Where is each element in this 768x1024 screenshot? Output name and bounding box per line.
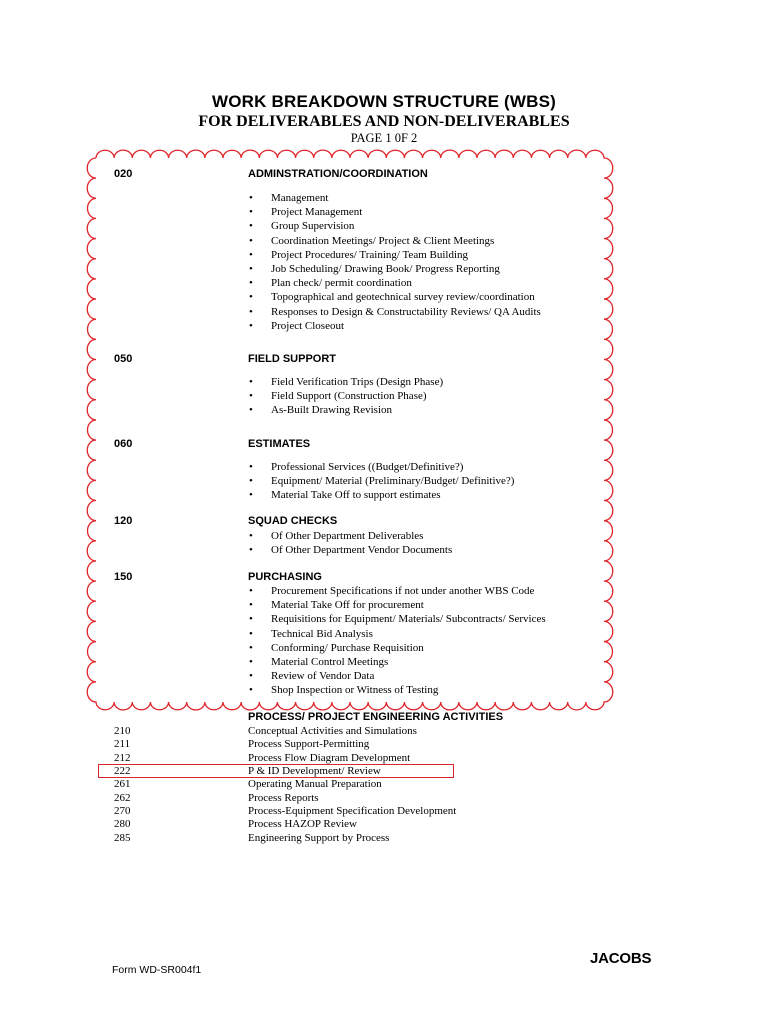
list-item: • Material Take Off for procurement	[248, 598, 546, 612]
table-row	[0, 792, 768, 805]
section-heading: SQUAD CHECKS	[248, 515, 338, 527]
list-item: • Field Support (Construction Phase)	[248, 389, 443, 403]
list-item: • Of Other Department Deliverables	[248, 529, 452, 543]
activity-code: 212	[114, 751, 131, 764]
activity-description: Process-Equipment Specification Development	[248, 805, 457, 818]
activity-description: Operating Manual Preparation	[248, 778, 382, 791]
list-item: • Review of Vendor Data	[248, 669, 546, 683]
activity-code: 262	[114, 791, 131, 804]
form-id: Form WD-SR004f1	[112, 964, 202, 976]
page-number: PAGE 1 0F 2	[350, 131, 418, 145]
list-item: • Group Supervision	[248, 219, 541, 233]
process-heading: PROCESS/ PROJECT ENGINEERING ACTIVITIES	[248, 711, 504, 723]
list-item: • Plan check/ permit coordination	[248, 276, 541, 290]
list-item: • Material Take Off to support estimates	[248, 488, 514, 502]
document-title: WORK BREAKDOWN STRUCTURE (WBS)	[211, 92, 557, 111]
table-row	[0, 818, 768, 831]
bullet-list	[248, 529, 452, 557]
list-item: • Responses to Design & Constructability Reviews/ QA Audits	[248, 305, 541, 319]
activity-code: 280	[114, 818, 131, 831]
table-row	[0, 738, 768, 751]
table-row	[0, 805, 768, 818]
section-heading: ADMINSTRATION/COORDINATION	[248, 168, 428, 180]
table-row	[0, 725, 768, 738]
highlight-box	[98, 764, 454, 778]
table-row	[0, 832, 768, 845]
activity-description: Process Support-Permitting	[248, 738, 370, 751]
wbs-code: 020	[114, 168, 133, 180]
list-item: • Field Verification Trips (Design Phase)	[248, 375, 443, 389]
list-item: • Conforming/ Purchase Requisition	[248, 641, 546, 655]
list-item: • Technical Bid Analysis	[248, 627, 546, 641]
table-row	[0, 778, 768, 791]
bullet-list	[248, 375, 443, 418]
wbs-code: 150	[114, 571, 133, 583]
list-item: • Project Closeout	[248, 319, 541, 333]
activity-code: 261	[114, 778, 131, 791]
activity-description: P & ID Development/ Review	[248, 765, 381, 778]
list-item: • Shop Inspection or Witness of Testing	[248, 683, 546, 697]
activity-description: Engineering Support by Process	[248, 831, 390, 844]
activity-code: 222	[114, 765, 131, 778]
activity-code: 211	[114, 738, 131, 751]
list-item: • Project Management	[248, 205, 541, 219]
activity-description: Process Reports	[248, 791, 319, 804]
list-item: • Equipment/ Material (Preliminary/Budget/ Definitive?)	[248, 474, 514, 488]
section-heading: PURCHASING	[248, 571, 322, 583]
activity-description: Process HAZOP Review	[248, 818, 357, 831]
wbs-code: 060	[114, 438, 133, 450]
list-item: • Requisitions for Equipment/ Materials/ Subcontracts/ Services	[248, 612, 546, 626]
wbs-code: 120	[114, 515, 133, 527]
list-item: • Of Other Department Vendor Documents	[248, 543, 452, 557]
jacobs-logo: JACOBS	[590, 950, 652, 967]
activity-code: 285	[114, 831, 131, 844]
list-item: • Procurement Specifications if not under another WBS Code	[248, 584, 546, 598]
list-item: • Management	[248, 191, 541, 205]
list-item: • As-Built Drawing Revision	[248, 403, 443, 417]
list-item: • Topographical and geotechnical survey review/coordination	[248, 290, 541, 304]
list-item: • Project Procedures/ Training/ Team Building	[248, 248, 541, 262]
section-heading: FIELD SUPPORT	[248, 353, 337, 365]
bullet-list	[248, 460, 514, 503]
section-heading: ESTIMATES	[248, 438, 311, 450]
list-item: • Professional Services ((Budget/Definitive?)	[248, 460, 514, 474]
bullet-list	[248, 191, 541, 333]
activity-code: 270	[114, 805, 131, 818]
list-item: • Coordination Meetings/ Project & Client Meetings	[248, 234, 541, 248]
activity-description: Conceptual Activities and Simulations	[248, 725, 417, 737]
activity-description: Process Flow Diagram Development	[248, 751, 411, 764]
list-item: • Job Scheduling/ Drawing Book/ Progress Reporting	[248, 262, 541, 276]
document-subtitle: FOR DELIVERABLES AND NON-DELIVERABLES	[198, 113, 570, 130]
wbs-code: 050	[114, 353, 133, 365]
activity-code: 210	[114, 725, 131, 737]
list-item: • Material Control Meetings	[248, 655, 546, 669]
bullet-list	[248, 584, 546, 698]
